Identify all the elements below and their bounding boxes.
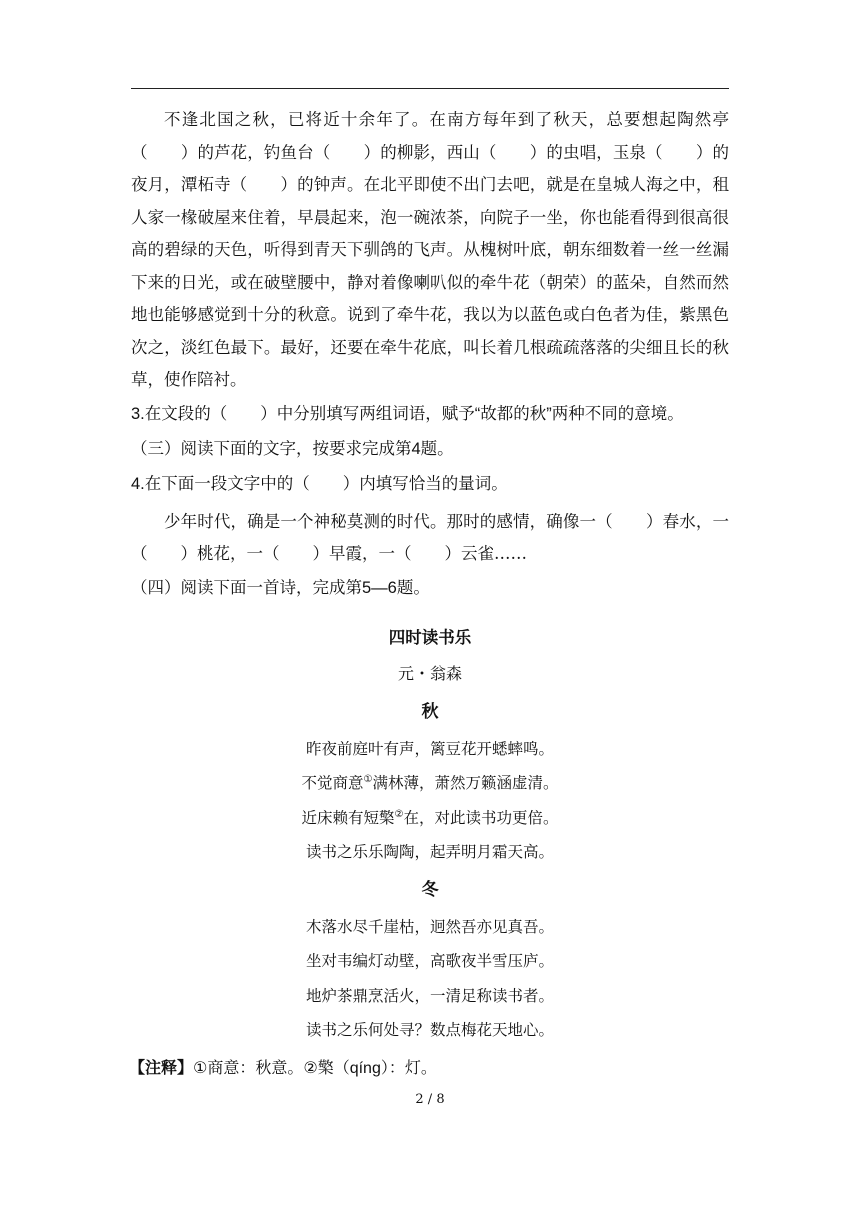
section-4-heading: （四）阅读下面一首诗，完成第5—6题。 (131, 578, 430, 597)
season-heading-winter: 冬 (421, 879, 439, 900)
verse-line: 近床赖有短檠②在，对此读书功更倍。 (301, 808, 559, 827)
poem-author: 元・翁森 (397, 663, 462, 683)
question-3: 3.在文段的（ ）中分别填写两组词语，赋予“故都的秋”两种不同的意境。 (131, 404, 684, 423)
winter-verses (131, 910, 729, 1048)
poem-title: 四时读书乐 (388, 627, 472, 647)
page-content (131, 104, 729, 1082)
verse-line: 不觉商意①满林薄，萧然万籁涵虚清。 (301, 773, 559, 792)
autumn-verses (131, 732, 729, 870)
passage-paragraph: 不逢北国之秋，已将近十余年了。在南方每年到了秋天，总要想起陶然亭（ ）的芦花，钓鱼台（ ）的柳影，西山（ ）的虫唱，玉泉（ ）的夜月，潭柘寺（ ）的钟声。在北平即使不出门去吧，就是在皇城人海之中，租人家一椽破屋来住着，早晨起来，泡一碗浓茶，向院子一坐，你也能看得到很高很高的碧绿的天色，听得到青天下驯鸽的飞声。从槐树叶底，朝东细数着一丝一丝漏下来的日光，或在破壁腰中，静对着像喇叭似的牵牛花（朝荣）的蓝朵，自然而然地也能够感觉到十分的秋意。说到了牵牛花，我以为以蓝色或白色者为佳，紫黑色次之，淡红色最下。最好，还要在牵牛花底，叫长着几根疏疏落落的尖细且长的秋草，使作陪衬。 (131, 110, 729, 389)
question-4: 4.在下面一段文字中的（ ）内填写恰当的量词。 (131, 474, 508, 493)
note-label: 【注释】 (129, 1059, 194, 1077)
header-rule (131, 88, 729, 89)
section-3-heading: （三）阅读下面的文字，按要求完成第4题。 (131, 439, 454, 458)
verse-line: 读书之乐何处寻？数点梅花天地心。 (305, 1021, 554, 1039)
verse-line: 地炉茶鼎烹活火，一清足称读书者。 (305, 986, 554, 1005)
footnote-mark: ② (394, 808, 404, 820)
season-heading-autumn: 秋 (421, 701, 439, 722)
footnote-mark: ① (363, 773, 373, 785)
passage-2-paragraph: 少年时代，确是一个神秘莫测的时代。那时的感情，确像一（ ）春水，一（ ）桃花，一（ ）早霞，一（ ）云雀…… (131, 511, 729, 563)
verse-line: 读书之乐乐陶陶，起弄明月霜天高。 (305, 843, 554, 861)
verse-line: 木落水尽千崖枯，迥然吾亦见真吾。 (305, 917, 554, 936)
page-number: 2 / 8 (415, 1092, 445, 1107)
verse-line: 坐对韦编灯动壁，高歌夜半雪压庐。 (305, 952, 554, 970)
note-text: ①商意：秋意。②檠（qíng）：灯。 (193, 1059, 437, 1077)
verse-line: 昨夜前庭叶有声，篱豆花开蟋蟀鸣。 (305, 739, 554, 758)
poem (131, 626, 729, 1048)
annotation-note (129, 1056, 729, 1082)
